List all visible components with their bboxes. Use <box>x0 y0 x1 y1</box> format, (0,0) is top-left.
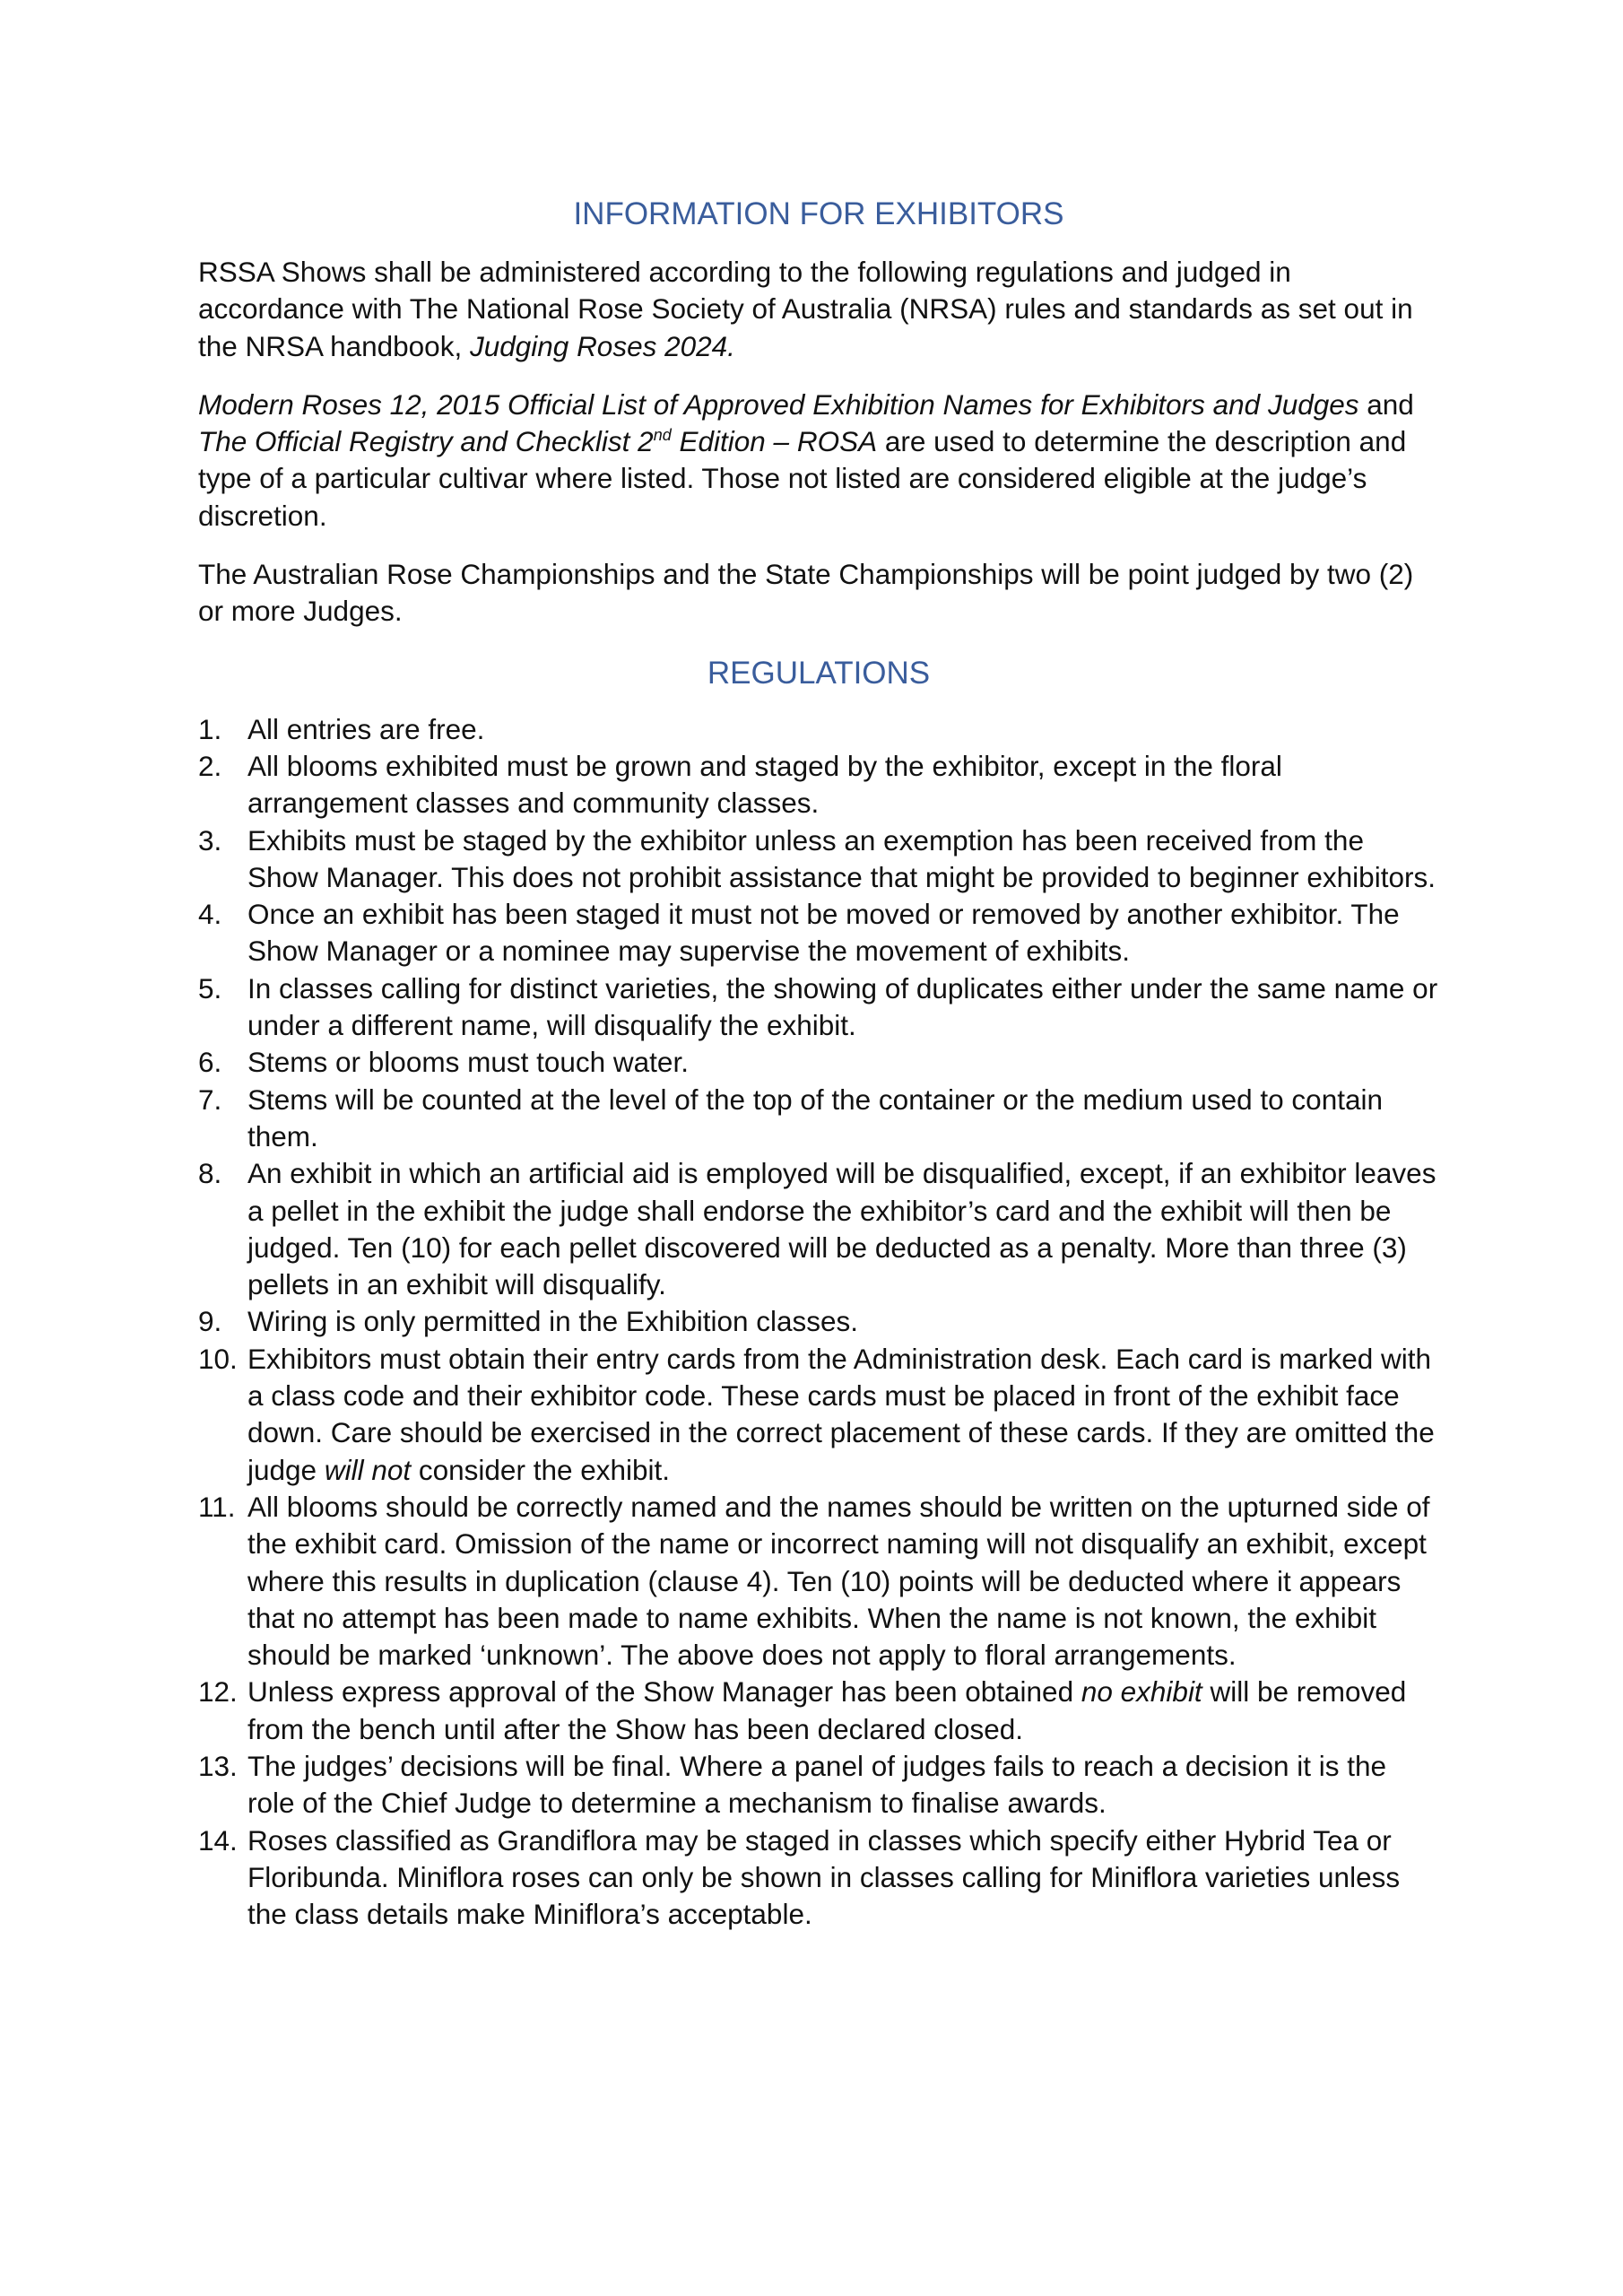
regulation-text: Exhibitors must obtain their entry cards from the Administration desk. Each card is marked with a class code and their exhibitor code. These cards must be placed in front of the exhibit face down. Care should be exercised in the correct placement of these cards. If they are omitted the judge <box>247 1342 1435 1486</box>
regulation-item <box>198 1822 1439 1934</box>
regulation-item <box>198 711 1439 748</box>
regulation-number: 3. <box>198 823 222 857</box>
regulation-text: Stems will be counted at the level of the top of the container or the medium used to contain them. <box>247 1083 1383 1152</box>
regulation-text: Wiring is only permitted in the Exhibition classes. <box>247 1305 859 1338</box>
regulation-text-end: will be removed from the bench until after the Show has been declared closed. <box>247 1675 1407 1745</box>
intro-text: RSSA Shows shall be administered according to the following regulations and judged in accordance with The National Rose Society of Australia (NRSA) rules and standards as set out in the NRSA handbook, <box>198 256 1413 362</box>
regulation-number: 6. <box>198 1046 222 1079</box>
regulation-item <box>198 1044 1439 1081</box>
regulation-item <box>198 970 1439 1045</box>
reference-title-modern-roses: Modern Roses 12, 2015 Official List of Approved Exhibition Names for Exhibitors and Judges <box>198 387 1359 421</box>
regulation-number: 10. <box>198 1342 238 1375</box>
intro-paragraph-3: The Australian Rose Championships and the State Championships will be point judged by two (2) or more Judges. <box>198 558 1414 628</box>
intro-paragraph-2 <box>198 387 1439 535</box>
regulation-item <box>198 1489 1439 1674</box>
intro-paragraph-1 <box>198 254 1439 365</box>
regulation-text: Once an exhibit has been staged it must not be moved or removed by another exhibitor. The Show Manager or a nominee may supervise the movement of exhibits. <box>247 898 1400 968</box>
regulation-number: 9. <box>198 1305 222 1338</box>
regulation-item <box>198 896 1439 970</box>
regulation-item <box>198 1155 1439 1303</box>
regulation-item <box>198 822 1439 897</box>
regulation-text: Exhibits must be staged by the exhibitor unless an exemption has been received from the Show Manager. This does not prohibit assistance that might be provided to beginner exhibitors. <box>247 823 1436 893</box>
regulation-text: Roses classified as Grandiflora may be staged in classes which specify either Hybrid Tea or Floribunda. Miniflora roses can only be shown in classes calling for Miniflora varieties unless the class details make Miniflora’s acceptable. <box>247 1823 1401 1931</box>
registry-edition-text: Edition – ROSA <box>671 425 878 458</box>
regulation-number: 7. <box>198 1083 222 1116</box>
regulation-emphasis: no exhibit <box>1081 1675 1202 1709</box>
regulation-number: 4. <box>198 898 222 931</box>
regulation-number: 14. <box>198 1823 238 1857</box>
regulation-emphasis: will not <box>324 1453 412 1486</box>
regulation-item <box>198 748 1439 822</box>
regulation-number: 11. <box>198 1490 236 1523</box>
regulation-number: 5. <box>198 971 222 1004</box>
regulation-text: The judges’ decisions will be final. Where a panel of judges fails to reach a decision it is the role of the Chief Judge to determine a mechanism to finalise awards. <box>247 1749 1387 1820</box>
regulation-number: 8. <box>198 1157 222 1190</box>
regulation-item <box>198 1082 1439 1156</box>
regulation-text: All blooms should be correctly named and the names should be written on the upturned side of the exhibit card. Omission of the name or incorrect naming will not disqualify an exhibit, except where this results in duplication (clause 4). Ten (10) points will be deducted where it appears that no attempt has been made to name exhibits. When the name is not known, the exhibit should be marked ‘unknown’. The above does not apply to floral arrangements. <box>247 1490 1430 1672</box>
regulation-number: 12. <box>198 1675 238 1709</box>
regulation-text: All entries are free. <box>247 712 485 745</box>
reference-title-registry <box>198 425 877 457</box>
regulation-item <box>198 1674 1439 1748</box>
regulation-text: An exhibit in which an artificial aid is employed will be disqualified, except, if an exhibitor leaves a pellet in the exhibit the judge shall endorse the exhibitor’s card and the exhibit will then be judged. Ten (10) for each pellet discovered will be deducted as a penalty. More than three (3) pellets in an exhibit will disqualify. <box>247 1157 1436 1301</box>
handbook-title: Judging Roses 2024. <box>469 329 735 362</box>
regulation-text: In classes calling for distinct varieties, the showing of duplicates either under the same name or under a different name, will disqualify the exhibit. <box>247 971 1438 1042</box>
registry-title-text: The Official Registry and Checklist 2 <box>198 425 654 458</box>
page-title: INFORMATION FOR EXHIBITORS <box>573 196 1064 231</box>
regulation-text-end: consider the exhibit. <box>411 1453 671 1486</box>
regulation-text: All blooms exhibited must be grown and staged by the exhibitor, except in the floral arrangement classes and community classes. <box>247 749 1282 820</box>
regulation-number: 1. <box>198 712 222 745</box>
regulation-number: 2. <box>198 749 222 782</box>
regulation-text: Stems or blooms must touch water. <box>247 1046 689 1079</box>
regulation-number: 13. <box>198 1749 238 1782</box>
regulations-list <box>198 711 1439 1934</box>
ordinal-suffix: nd <box>653 426 672 445</box>
regulation-text: Unless express approval of the Show Manager has been obtained <box>247 1675 1081 1709</box>
regulation-item <box>198 1748 1439 1822</box>
regulation-item <box>198 1303 1439 1340</box>
regulations-heading: REGULATIONS <box>707 655 931 691</box>
intro-text-rest: are used to determine the description and type of a particular cultivar where listed. Those not listed are considered eligible at the judge’s discretion. <box>198 425 1407 532</box>
conjunction-text: and <box>1358 387 1414 421</box>
regulation-item <box>198 1341 1439 1489</box>
